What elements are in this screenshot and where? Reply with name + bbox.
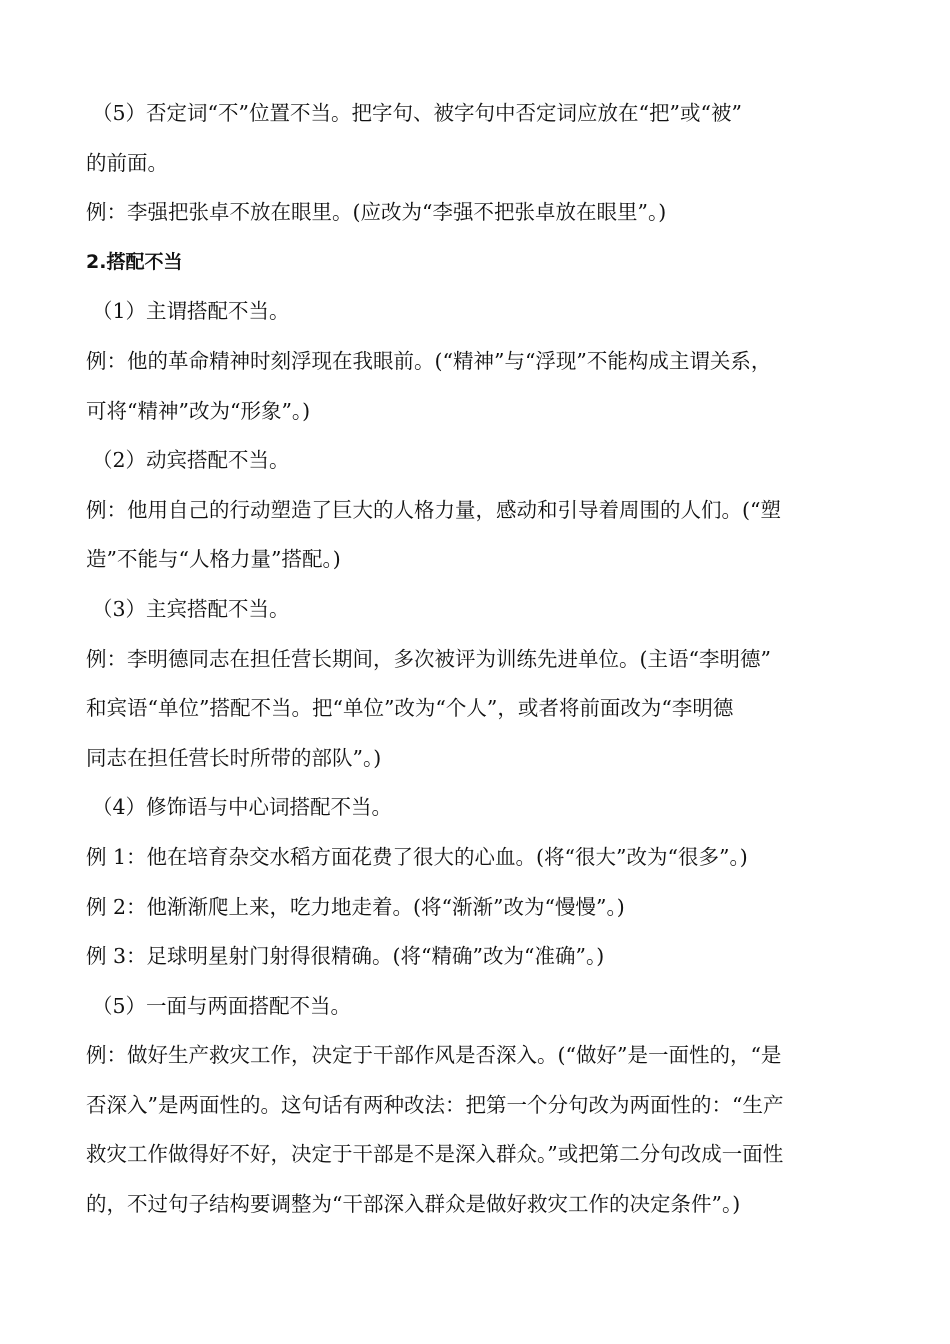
subsection-heading-subject-predicate: （1）主谓搭配不当。 <box>92 299 290 324</box>
paragraph-line: 和宾语“单位”搭配不当。把“单位”改为“个人”，或者将前面改为“李明德 <box>86 696 734 721</box>
subsection-heading-negation-position: （5）否定词“不”位置不当。把字句、被字句中否定词应放在“把”或“被” <box>92 101 742 125</box>
example-line: 例：做好生产救灾工作，决定于干部作风是否深入。(“做好”是一面性的，“是 <box>86 1043 782 1068</box>
example-line: 例 3：足球明星射门射得很精确。(将“精确”改为“准确”。) <box>86 944 605 969</box>
document-body <box>86 89 886 1230</box>
paragraph-line: 救灾工作做得好不好，决定于干部是不是深入群众。”或把第二分句改成一面性 <box>86 1142 784 1167</box>
example-line: 例 1：他在培育杂交水稻方面花费了很大的心血。(将“很大”改为“很多”。) <box>86 844 748 869</box>
example-line: 例 2：他渐渐爬上来，吃力地走着。(将“渐渐”改为“慢慢”。) <box>86 894 625 919</box>
subsection-heading-subject-object: （3）主宾搭配不当。 <box>92 596 290 621</box>
subsection-heading-modifier-head: （4）修饰语与中心词搭配不当。 <box>92 795 393 820</box>
paragraph-line: 的前面。 <box>86 150 168 175</box>
paragraph-line: 的，不过句子结构要调整为“干部深入群众是做好救灾工作的决定条件”。) <box>86 1192 741 1217</box>
example-line: 例：他用自己的行动塑造了巨大的人格力量，感动和引导着周围的人们。(“塑 <box>86 497 781 522</box>
section-heading-collocation: 2.搭配不当 <box>86 250 183 273</box>
paragraph-line: 造”不能与“人格力量”搭配。) <box>86 547 341 572</box>
paragraph-line: 否深入”是两面性的。这句话有两种改法：把第一个分句改为两面性的：“生产 <box>86 1092 784 1117</box>
paragraph-line: 可将“精神”改为“形象”。) <box>86 398 311 423</box>
subsection-heading-one-two-sided: （5）一面与两面搭配不当。 <box>92 993 352 1018</box>
example-line: 例：李明德同志在担任营长期间，多次被评为训练先进单位。(主语“李明德” <box>86 646 771 671</box>
paragraph-line: 同志在担任营长时所带的部队”。) <box>86 745 382 770</box>
subsection-heading-verb-object: （2）动宾搭配不当。 <box>92 448 290 473</box>
example-line: 例：李强把张卓不放在眼里。(应改为“李强不把张卓放在眼里”。) <box>86 200 667 225</box>
example-line: 例：他的革命精神时刻浮现在我眼前。(“精神”与“浮现”不能构成主谓关系， <box>86 348 772 373</box>
